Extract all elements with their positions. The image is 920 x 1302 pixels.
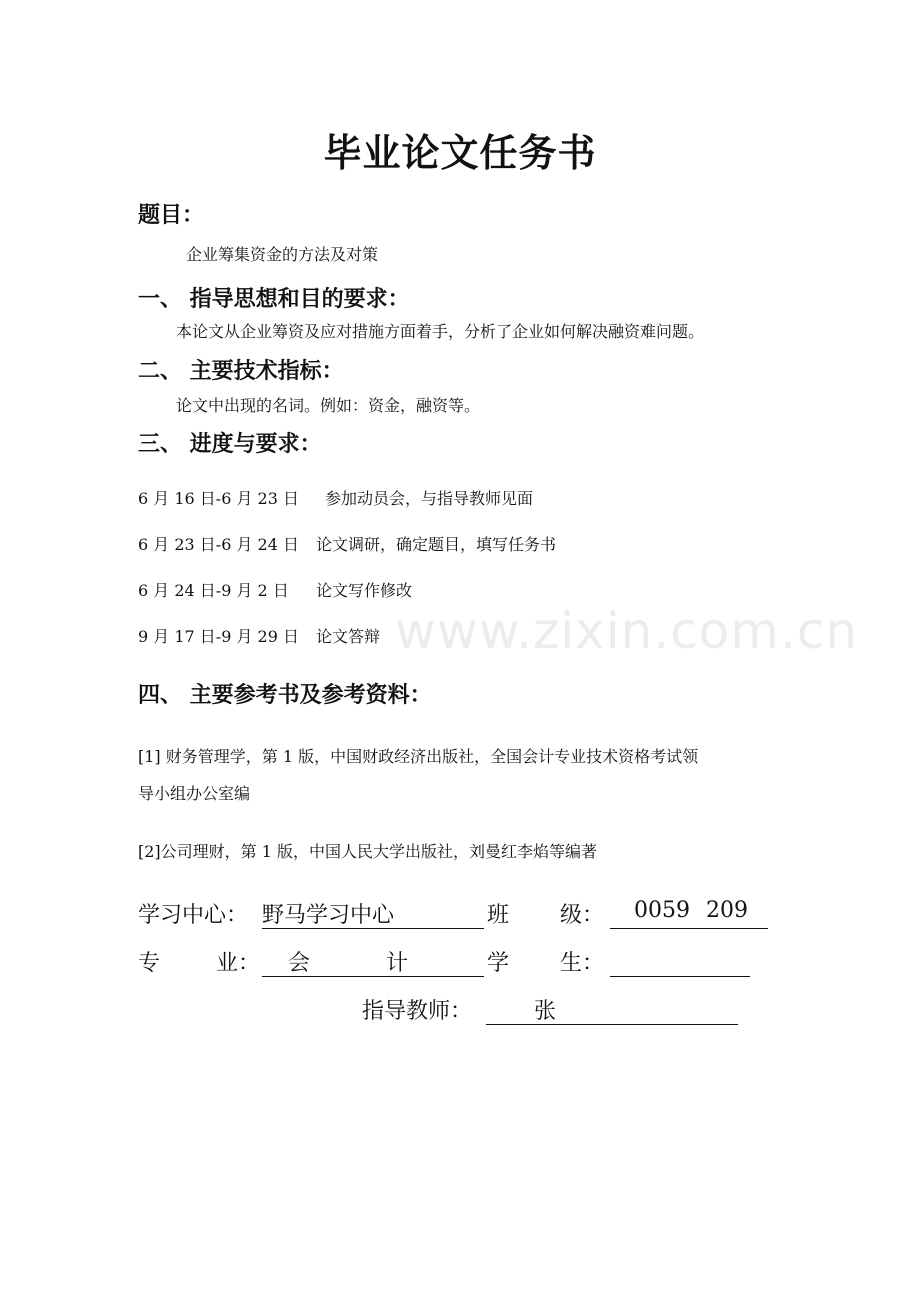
reference-line: 导小组办公室编 bbox=[138, 784, 251, 803]
schedule-item-dates: 9 月 17 日-9 月 29 日 bbox=[138, 627, 300, 646]
student-field bbox=[610, 946, 750, 977]
class-label-part-1: 班 bbox=[487, 903, 510, 928]
section-2-heading: 二、 主要技术指标： bbox=[138, 359, 344, 384]
schedule-item-task: 论文写作修改 bbox=[316, 581, 413, 600]
section-4-heading: 四、 主要参考书及参考资料： bbox=[138, 683, 432, 708]
advisor-label: 指导教师： bbox=[362, 999, 473, 1024]
schedule-item-dates: 6 月 24 日-9 月 2 日 bbox=[138, 581, 289, 600]
advisor-value: 张 bbox=[534, 999, 557, 1024]
class-value-part-1: 0059 bbox=[634, 898, 690, 923]
topic-value: 企业筹集资金的方法及对策 bbox=[186, 245, 379, 264]
schedule-item-dates: 6 月 23 日-6 月 24 日 bbox=[138, 535, 300, 554]
study-center-field bbox=[262, 898, 484, 929]
schedule-item-task: 论文调研，确定题目，填写任务书 bbox=[316, 535, 557, 554]
major-label-part-2: 业： bbox=[216, 951, 261, 976]
major-value-part-1: 会 bbox=[288, 951, 311, 976]
study-center-label: 学习中心： bbox=[138, 903, 249, 928]
class-field bbox=[610, 898, 768, 929]
section-3-heading: 三、 进度与要求： bbox=[138, 432, 322, 457]
document-title: 毕业论文任务书 bbox=[323, 131, 597, 175]
watermark: www.zixin.com.cn bbox=[395, 602, 859, 660]
major-value-part-2: 计 bbox=[386, 951, 409, 976]
schedule-item-task: 参加动员会，与指导教师见面 bbox=[325, 489, 534, 508]
schedule-item-task: 论文答辩 bbox=[316, 627, 381, 646]
section-2-text: 论文中出现的名词。例如：资金，融资等。 bbox=[176, 396, 481, 415]
advisor-field bbox=[486, 994, 738, 1025]
student-label-part-1: 学 bbox=[487, 951, 510, 976]
major-label-part-1: 专 bbox=[138, 951, 161, 976]
section-1-text: 本论文从企业筹资及应对措施方面着手，分析了企业如何解决融资难问题。 bbox=[176, 322, 705, 341]
topic-label: 题目： bbox=[138, 203, 205, 228]
class-value-part-2: 209 bbox=[706, 898, 748, 923]
student-label-part-2: 生： bbox=[560, 951, 605, 976]
class-label-part-2: 级： bbox=[560, 903, 605, 928]
reference-line: [1] 财务管理学，第 1 版，中国财政经济出版社，全国会计专业技术资格考试领 bbox=[138, 747, 699, 766]
reference-line: [2]公司理财，第 1 版，中国人民大学出版社，刘曼红李焰等编著 bbox=[138, 842, 598, 861]
major-field bbox=[262, 946, 484, 977]
schedule-item-dates: 6 月 16 日-6 月 23 日 bbox=[138, 489, 300, 508]
section-1-heading: 一、 指导思想和目的要求： bbox=[138, 287, 410, 312]
study-center-value: 野马学习中心 bbox=[262, 903, 395, 928]
